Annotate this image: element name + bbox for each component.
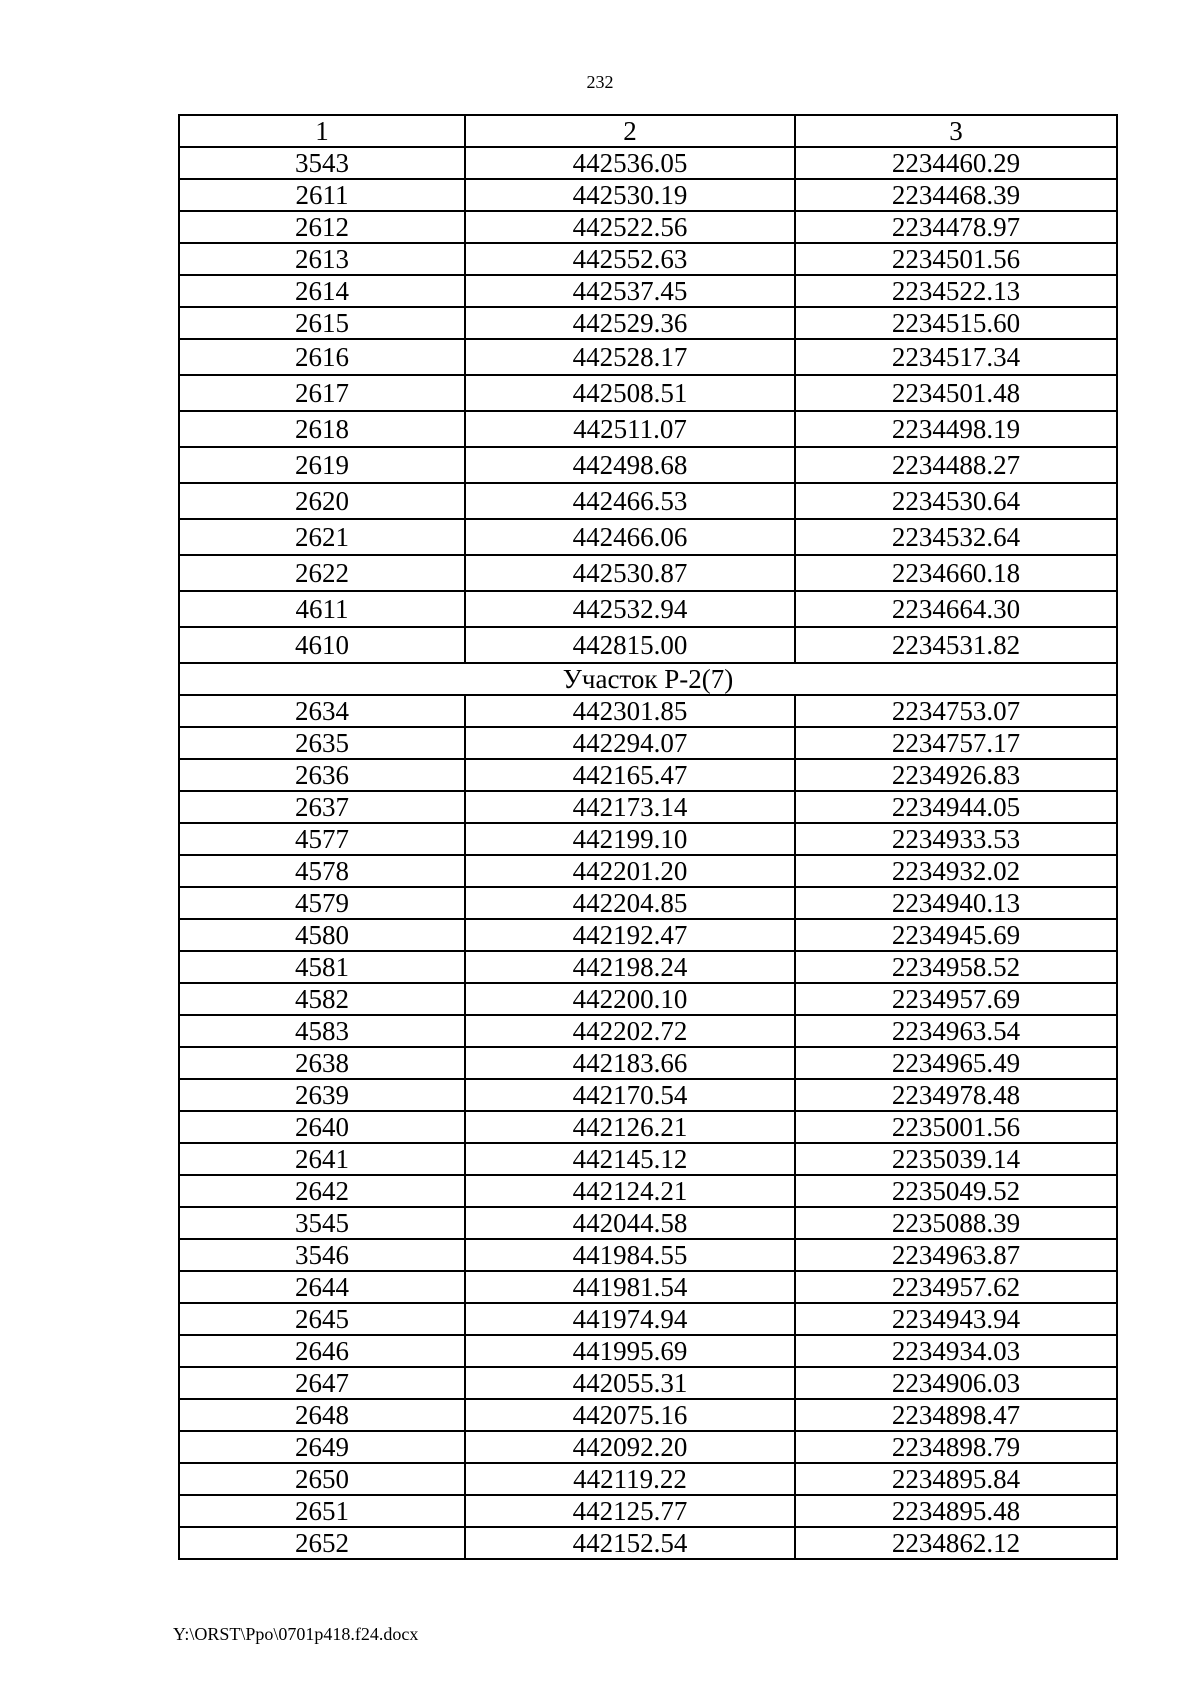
point-number-cell: 4580: [179, 919, 465, 951]
x-coordinate-cell: 442511.07: [465, 411, 795, 447]
section-title: Участок Р-2(7): [179, 663, 1117, 695]
y-coordinate-cell: 2234963.87: [795, 1239, 1117, 1271]
point-number-cell: 2638: [179, 1047, 465, 1079]
y-coordinate-cell: 2234978.48: [795, 1079, 1117, 1111]
column-header-1: 1: [179, 115, 465, 147]
y-coordinate-cell: 2234934.03: [795, 1335, 1117, 1367]
y-coordinate-cell: 2234933.53: [795, 823, 1117, 855]
point-number-cell: 2611: [179, 179, 465, 211]
point-number-cell: 2645: [179, 1303, 465, 1335]
x-coordinate-cell: 441995.69: [465, 1335, 795, 1367]
table-row: [179, 483, 1117, 519]
table-row: [179, 727, 1117, 759]
table-row: [179, 1175, 1117, 1207]
x-coordinate-cell: 442204.85: [465, 887, 795, 919]
x-coordinate-cell: 442192.47: [465, 919, 795, 951]
y-coordinate-cell: 2235039.14: [795, 1143, 1117, 1175]
point-number-cell: 2622: [179, 555, 465, 591]
y-coordinate-cell: 2235088.39: [795, 1207, 1117, 1239]
y-coordinate-cell: 2234898.79: [795, 1431, 1117, 1463]
point-number-cell: 2618: [179, 411, 465, 447]
table-row: [179, 1495, 1117, 1527]
footer-file-path: Y:\ORST\Ppo\0701p418.f24.docx: [173, 1624, 419, 1644]
table-header-row: [179, 115, 1117, 147]
table-row: [179, 1143, 1117, 1175]
x-coordinate-cell: 442126.21: [465, 1111, 795, 1143]
point-number-cell: 2641: [179, 1143, 465, 1175]
y-coordinate-cell: 2234660.18: [795, 555, 1117, 591]
section-row: [179, 663, 1117, 695]
x-coordinate-cell: 442119.22: [465, 1463, 795, 1495]
x-coordinate-cell: 441984.55: [465, 1239, 795, 1271]
point-number-cell: 4578: [179, 855, 465, 887]
x-coordinate-cell: 442170.54: [465, 1079, 795, 1111]
point-number-cell: 2634: [179, 695, 465, 727]
point-number-cell: 4611: [179, 591, 465, 627]
table-row: [179, 1335, 1117, 1367]
x-coordinate-cell: 442124.21: [465, 1175, 795, 1207]
point-number-cell: 2616: [179, 339, 465, 375]
y-coordinate-cell: 2234530.64: [795, 483, 1117, 519]
point-number-cell: 4579: [179, 887, 465, 919]
y-coordinate-cell: 2234944.05: [795, 791, 1117, 823]
coordinates-table-body: [179, 115, 1117, 1559]
point-number-cell: 2636: [179, 759, 465, 791]
table-row: [179, 339, 1117, 375]
page-number: 232: [586, 72, 614, 92]
point-number-cell: 2642: [179, 1175, 465, 1207]
x-coordinate-cell: 442815.00: [465, 627, 795, 663]
table-row: [179, 147, 1117, 179]
x-coordinate-cell: 442202.72: [465, 1015, 795, 1047]
y-coordinate-cell: 2234965.49: [795, 1047, 1117, 1079]
y-coordinate-cell: 2234531.82: [795, 627, 1117, 663]
table-row: [179, 519, 1117, 555]
table-row: [179, 1463, 1117, 1495]
x-coordinate-cell: 442199.10: [465, 823, 795, 855]
table-row: [179, 179, 1117, 211]
table-row: [179, 411, 1117, 447]
x-coordinate-cell: 442530.19: [465, 179, 795, 211]
y-coordinate-cell: 2234906.03: [795, 1367, 1117, 1399]
table-row: [179, 1047, 1117, 1079]
coordinates-table: [178, 114, 1118, 1560]
point-number-cell: 2650: [179, 1463, 465, 1495]
y-coordinate-cell: 2234664.30: [795, 591, 1117, 627]
point-number-cell: 2637: [179, 791, 465, 823]
x-coordinate-cell: 442198.24: [465, 951, 795, 983]
y-coordinate-cell: 2234501.56: [795, 243, 1117, 275]
x-coordinate-cell: 442092.20: [465, 1431, 795, 1463]
y-coordinate-cell: 2234963.54: [795, 1015, 1117, 1047]
point-number-cell: 2614: [179, 275, 465, 307]
point-number-cell: 4582: [179, 983, 465, 1015]
table-row: [179, 1015, 1117, 1047]
x-coordinate-cell: 442055.31: [465, 1367, 795, 1399]
x-coordinate-cell: 442537.45: [465, 275, 795, 307]
point-number-cell: 4577: [179, 823, 465, 855]
x-coordinate-cell: 442466.06: [465, 519, 795, 555]
y-coordinate-cell: 2234515.60: [795, 307, 1117, 339]
y-coordinate-cell: 2234943.94: [795, 1303, 1117, 1335]
y-coordinate-cell: 2234460.29: [795, 147, 1117, 179]
table-row: [179, 447, 1117, 483]
y-coordinate-cell: 2235049.52: [795, 1175, 1117, 1207]
point-number-cell: 3543: [179, 147, 465, 179]
x-coordinate-cell: 442522.56: [465, 211, 795, 243]
table-row: [179, 375, 1117, 411]
x-coordinate-cell: 442466.53: [465, 483, 795, 519]
table-row: [179, 1207, 1117, 1239]
table-row: [179, 1271, 1117, 1303]
point-number-cell: 2615: [179, 307, 465, 339]
x-coordinate-cell: 442529.36: [465, 307, 795, 339]
column-header-2: 2: [465, 115, 795, 147]
y-coordinate-cell: 2234957.62: [795, 1271, 1117, 1303]
point-number-cell: 2617: [179, 375, 465, 411]
x-coordinate-cell: 442528.17: [465, 339, 795, 375]
y-coordinate-cell: 2234957.69: [795, 983, 1117, 1015]
point-number-cell: 2649: [179, 1431, 465, 1463]
x-coordinate-cell: 442183.66: [465, 1047, 795, 1079]
point-number-cell: 4583: [179, 1015, 465, 1047]
point-number-cell: 3546: [179, 1239, 465, 1271]
x-coordinate-cell: 442165.47: [465, 759, 795, 791]
y-coordinate-cell: 2234932.02: [795, 855, 1117, 887]
table-row: [179, 243, 1117, 275]
point-number-cell: 2635: [179, 727, 465, 759]
point-number-cell: 2613: [179, 243, 465, 275]
y-coordinate-cell: 2234478.97: [795, 211, 1117, 243]
table-row: [179, 1527, 1117, 1559]
y-coordinate-cell: 2234862.12: [795, 1527, 1117, 1559]
table-row: [179, 591, 1117, 627]
x-coordinate-cell: 442173.14: [465, 791, 795, 823]
table-row: [179, 855, 1117, 887]
table-row: [179, 1431, 1117, 1463]
y-coordinate-cell: 2234498.19: [795, 411, 1117, 447]
point-number-cell: 2648: [179, 1399, 465, 1431]
x-coordinate-cell: 442498.68: [465, 447, 795, 483]
x-coordinate-cell: 442552.63: [465, 243, 795, 275]
point-number-cell: 2640: [179, 1111, 465, 1143]
point-number-cell: 2639: [179, 1079, 465, 1111]
point-number-cell: 2646: [179, 1335, 465, 1367]
y-coordinate-cell: 2234757.17: [795, 727, 1117, 759]
table-row: [179, 211, 1117, 243]
table-row: [179, 759, 1117, 791]
y-coordinate-cell: 2234940.13: [795, 887, 1117, 919]
x-coordinate-cell: 441974.94: [465, 1303, 795, 1335]
y-coordinate-cell: 2234895.84: [795, 1463, 1117, 1495]
point-number-cell: 4581: [179, 951, 465, 983]
y-coordinate-cell: 2234468.39: [795, 179, 1117, 211]
point-number-cell: 2612: [179, 211, 465, 243]
table-row: [179, 919, 1117, 951]
x-coordinate-cell: 442125.77: [465, 1495, 795, 1527]
y-coordinate-cell: 2234522.13: [795, 275, 1117, 307]
y-coordinate-cell: 2234488.27: [795, 447, 1117, 483]
table-row: [179, 307, 1117, 339]
point-number-cell: 2647: [179, 1367, 465, 1399]
x-coordinate-cell: 441981.54: [465, 1271, 795, 1303]
y-coordinate-cell: 2234895.48: [795, 1495, 1117, 1527]
point-number-cell: 2621: [179, 519, 465, 555]
x-coordinate-cell: 442294.07: [465, 727, 795, 759]
y-coordinate-cell: 2234532.64: [795, 519, 1117, 555]
y-coordinate-cell: 2234501.48: [795, 375, 1117, 411]
table-row: [179, 1303, 1117, 1335]
x-coordinate-cell: 442536.05: [465, 147, 795, 179]
table-row: [179, 791, 1117, 823]
table-row: [179, 695, 1117, 727]
x-coordinate-cell: 442508.51: [465, 375, 795, 411]
table-row: [179, 983, 1117, 1015]
x-coordinate-cell: 442532.94: [465, 591, 795, 627]
point-number-cell: 3545: [179, 1207, 465, 1239]
x-coordinate-cell: 442201.20: [465, 855, 795, 887]
y-coordinate-cell: 2234926.83: [795, 759, 1117, 791]
y-coordinate-cell: 2234517.34: [795, 339, 1117, 375]
table-row: [179, 823, 1117, 855]
point-number-cell: 4610: [179, 627, 465, 663]
y-coordinate-cell: 2234898.47: [795, 1399, 1117, 1431]
x-coordinate-cell: 442301.85: [465, 695, 795, 727]
point-number-cell: 2652: [179, 1527, 465, 1559]
table-row: [179, 627, 1117, 663]
table-row: [179, 1367, 1117, 1399]
table-row: [179, 887, 1117, 919]
table-row: [179, 275, 1117, 307]
table-row: [179, 1399, 1117, 1431]
column-header-3: 3: [795, 115, 1117, 147]
y-coordinate-cell: 2234945.69: [795, 919, 1117, 951]
x-coordinate-cell: 442530.87: [465, 555, 795, 591]
table-row: [179, 1079, 1117, 1111]
table-row: [179, 555, 1117, 591]
y-coordinate-cell: 2234753.07: [795, 695, 1117, 727]
x-coordinate-cell: 442145.12: [465, 1143, 795, 1175]
y-coordinate-cell: 2235001.56: [795, 1111, 1117, 1143]
table-row: [179, 951, 1117, 983]
y-coordinate-cell: 2234958.52: [795, 951, 1117, 983]
x-coordinate-cell: 442200.10: [465, 983, 795, 1015]
point-number-cell: 2644: [179, 1271, 465, 1303]
x-coordinate-cell: 442152.54: [465, 1527, 795, 1559]
point-number-cell: 2651: [179, 1495, 465, 1527]
table-row: [179, 1111, 1117, 1143]
point-number-cell: 2620: [179, 483, 465, 519]
point-number-cell: 2619: [179, 447, 465, 483]
x-coordinate-cell: 442075.16: [465, 1399, 795, 1431]
table-row: [179, 1239, 1117, 1271]
x-coordinate-cell: 442044.58: [465, 1207, 795, 1239]
